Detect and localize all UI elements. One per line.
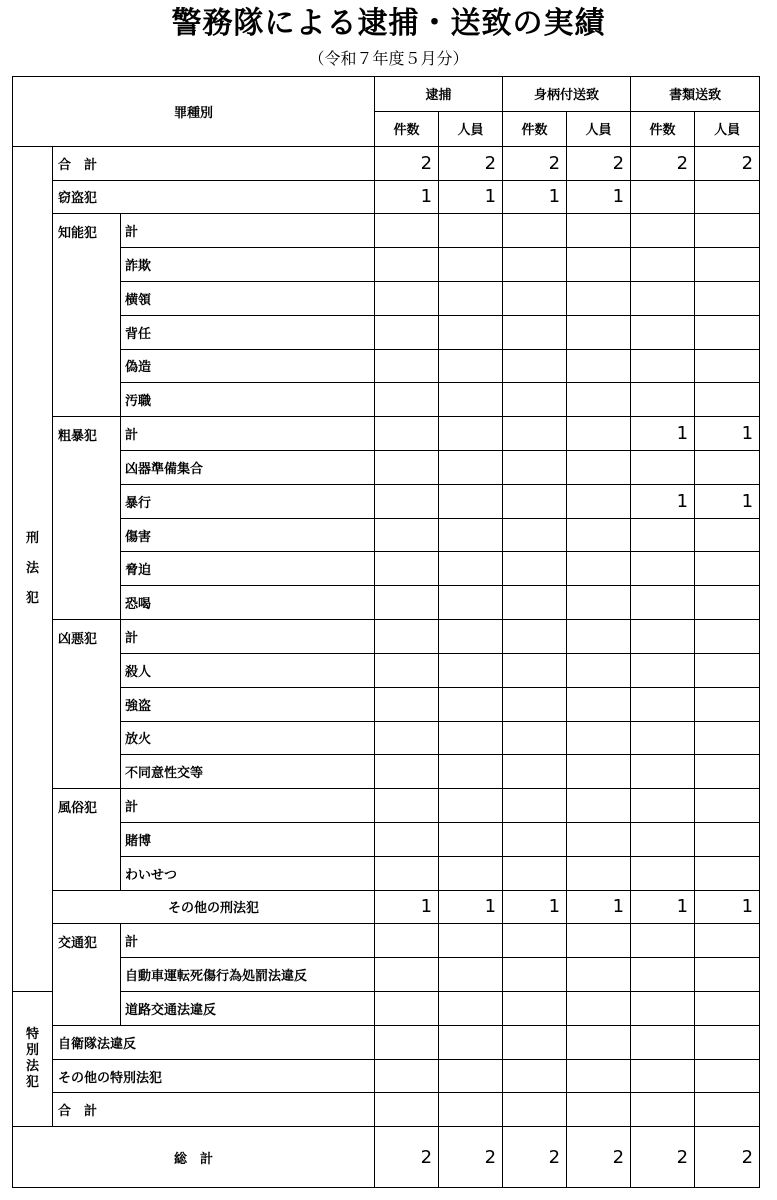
category-char: 特 [25,1027,39,1043]
value-cell [695,653,760,687]
value-cell [503,248,567,282]
value-cell [567,1093,631,1127]
table-row [13,653,760,687]
category-tokubetsu [13,992,53,1127]
crime-category: 交通犯 [53,924,121,1025]
value-cell: 1 [375,890,439,924]
value-cell [631,653,695,687]
value-cell [439,586,503,620]
value-cell [503,687,567,721]
value-cell [503,721,567,755]
value-cell [503,653,567,687]
table-row [13,1059,760,1093]
value-cell [567,383,631,417]
value-cell: 2 [439,1127,503,1188]
value-cell [503,315,567,349]
value-cell [375,721,439,755]
table-row [13,958,760,992]
value-cell [375,383,439,417]
table-row [13,1025,760,1059]
value-cell [567,281,631,315]
value-cell [567,586,631,620]
value-cell [439,958,503,992]
value-cell [375,653,439,687]
value-cell [375,417,439,451]
value-cell [439,1025,503,1059]
category-char: 犯 [25,590,39,606]
crime-subtype: 暴行 [121,484,375,518]
value-cell [695,451,760,485]
value-cell: 1 [695,890,760,924]
page-subtitle: （令和７年度５月分） [308,49,469,68]
value-cell [439,417,503,451]
value-cell [375,822,439,856]
value-cell [503,586,567,620]
value-cell [567,552,631,586]
value-cell [439,383,503,417]
value-cell [695,586,760,620]
category-char: 犯 [25,1075,39,1091]
value-cell [503,484,567,518]
value-cell [503,1059,567,1093]
value-cell: 1 [695,417,760,451]
table-row [13,451,760,485]
value-cell [631,1093,695,1127]
value-cell [567,417,631,451]
table-row [13,687,760,721]
table-row [13,180,760,214]
crime-subtype: 計 [121,417,375,451]
crime-category: 合 計 [53,1093,375,1127]
value-cell [567,518,631,552]
value-cell [503,349,567,383]
value-cell [375,315,439,349]
value-cell [567,755,631,789]
table-row [13,822,760,856]
value-cell [375,281,439,315]
crime-subtype: 汚職 [121,383,375,417]
value-cell [439,822,503,856]
value-cell [375,1059,439,1093]
value-cell [567,721,631,755]
crime-category: 風俗犯 [53,789,121,890]
value-cell [503,620,567,654]
category-char: 別 [25,1043,39,1059]
value-cell [375,992,439,1026]
sub-header: 件数 [631,111,695,146]
value-cell [439,620,503,654]
value-cell [695,383,760,417]
value-cell [567,315,631,349]
value-cell: 2 [503,146,567,180]
table-row [13,214,760,248]
value-cell [631,518,695,552]
value-cell [695,620,760,654]
table-row [13,315,760,349]
value-cell: 2 [567,1127,631,1188]
value-cell [503,958,567,992]
crime-subtype: 道路交通法違反 [121,992,375,1026]
value-cell: 1 [503,890,567,924]
value-cell [695,180,760,214]
value-cell [631,822,695,856]
value-cell [503,856,567,890]
value-cell [503,214,567,248]
value-cell [439,518,503,552]
results-table [12,76,760,1188]
value-cell [695,755,760,789]
value-cell [503,417,567,451]
table-row [13,586,760,620]
value-cell [695,856,760,890]
crime-subtype: 偽造 [121,349,375,383]
value-cell [631,281,695,315]
value-cell [439,315,503,349]
value-cell: 2 [695,1127,760,1188]
value-cell [695,924,760,958]
value-cell: 1 [439,890,503,924]
value-cell [631,1025,695,1059]
value-cell [375,552,439,586]
value-cell [503,281,567,315]
crime-subtype: 不同意性交等 [121,755,375,789]
value-cell [695,1059,760,1093]
crime-subtype: 脅迫 [121,552,375,586]
value-cell [631,451,695,485]
value-cell [375,586,439,620]
category-char: 刑 [25,530,39,546]
crime-category: その他の特別法犯 [53,1059,375,1093]
value-cell: 2 [695,146,760,180]
value-cell [567,214,631,248]
category-char: 法 [25,560,39,576]
table-row [13,789,760,823]
value-cell [439,992,503,1026]
value-cell [695,721,760,755]
value-cell [567,620,631,654]
crime-subtype: 横領 [121,281,375,315]
value-cell: 1 [631,417,695,451]
crime-category: 知能犯 [53,214,121,417]
table-row [13,992,760,1026]
page-title: 警務隊による逮捕・送致の実績 [171,6,606,41]
value-cell [375,687,439,721]
table-row [13,484,760,518]
value-cell [439,653,503,687]
value-cell [567,992,631,1026]
value-cell [695,315,760,349]
crime-subtype: 恐喝 [121,586,375,620]
group-header: 書類送致 [631,77,760,112]
value-cell [567,856,631,890]
group-header: 逮捕 [375,77,503,112]
value-cell [567,789,631,823]
value-cell [567,248,631,282]
value-cell [695,822,760,856]
value-cell: 2 [375,1127,439,1188]
crime-subtype: 詐欺 [121,248,375,282]
value-cell [567,1059,631,1093]
value-cell [567,958,631,992]
value-cell [503,383,567,417]
value-cell [375,349,439,383]
value-cell [439,248,503,282]
value-cell [439,349,503,383]
crime-subtype: わいせつ [121,856,375,890]
value-cell [567,451,631,485]
crime-category: 粗暴犯 [53,417,121,620]
crime-category: 自衛隊法違反 [53,1025,375,1059]
value-cell [439,552,503,586]
value-cell [503,552,567,586]
crime-subtype: 計 [121,789,375,823]
value-cell [439,687,503,721]
value-cell [631,620,695,654]
value-cell: 1 [567,180,631,214]
value-cell [567,822,631,856]
value-cell: 1 [567,890,631,924]
table-row [13,721,760,755]
value-cell [695,958,760,992]
value-cell [695,552,760,586]
value-cell [631,924,695,958]
value-cell: 1 [503,180,567,214]
table-row [13,349,760,383]
category-label [26,1027,39,1091]
value-cell [375,620,439,654]
category-label [26,524,39,614]
value-cell [439,721,503,755]
table-row [13,518,760,552]
grand-total-label: 総 計 [13,1127,375,1188]
value-cell [439,484,503,518]
value-cell [695,687,760,721]
value-cell [439,789,503,823]
table-row [13,146,760,180]
value-cell [375,214,439,248]
crime-subtype: 背任 [121,315,375,349]
category-keihou [13,146,53,991]
crime-subtype: 計 [121,620,375,654]
value-cell: 2 [631,1127,695,1188]
value-cell: 1 [631,484,695,518]
value-cell [631,552,695,586]
value-cell [695,281,760,315]
value-cell [567,924,631,958]
value-cell [631,755,695,789]
table-row [13,890,760,924]
value-cell [695,1093,760,1127]
table-row [13,552,760,586]
table-row [13,924,760,958]
value-cell [503,822,567,856]
crime-subtype: 傷害 [121,518,375,552]
value-cell [567,484,631,518]
value-cell: 2 [567,146,631,180]
value-cell [567,653,631,687]
table-row [13,1093,760,1127]
crime-subtype: 強盗 [121,687,375,721]
value-cell: 2 [503,1127,567,1188]
value-cell [439,856,503,890]
crime-subtype: 放火 [121,721,375,755]
value-cell [375,789,439,823]
value-cell [439,214,503,248]
value-cell [631,856,695,890]
value-cell [631,586,695,620]
sub-header: 人員 [439,111,503,146]
category-char: 法 [25,1059,39,1075]
crime-category: 窃盗犯 [53,180,375,214]
grand-total-row [13,1127,760,1188]
value-cell [503,924,567,958]
value-cell [375,958,439,992]
value-cell [439,755,503,789]
value-cell [375,924,439,958]
value-cell [503,992,567,1026]
crime-subtype: 殺人 [121,653,375,687]
table-row [13,417,760,451]
value-cell [375,1093,439,1127]
value-cell [695,1025,760,1059]
value-cell [503,451,567,485]
value-cell [439,281,503,315]
value-cell: 2 [631,146,695,180]
value-cell: 2 [375,146,439,180]
crime-category: 凶悪犯 [53,620,121,789]
value-cell [503,1025,567,1059]
value-cell [503,755,567,789]
value-cell [695,518,760,552]
value-cell: 1 [631,890,695,924]
value-cell [631,248,695,282]
value-cell: 1 [695,484,760,518]
value-cell [375,1025,439,1059]
crime-category: 合 計 [53,146,375,180]
value-cell [631,315,695,349]
value-cell [631,349,695,383]
sub-header: 件数 [375,111,439,146]
group-header: 身柄付送致 [503,77,631,112]
value-cell: 1 [439,180,503,214]
value-cell [439,924,503,958]
value-cell [631,214,695,248]
table-row [13,248,760,282]
value-cell [631,992,695,1026]
value-cell [695,248,760,282]
value-cell [631,1059,695,1093]
table-row [13,620,760,654]
value-cell [375,856,439,890]
sub-header: 人員 [567,111,631,146]
crime-subtype: 賭博 [121,822,375,856]
crime-type-header: 罪種別 [13,77,375,147]
value-cell [375,484,439,518]
value-cell [503,518,567,552]
header-row [13,77,760,112]
value-cell [631,180,695,214]
crime-subtype: 計 [121,214,375,248]
value-cell [695,349,760,383]
value-cell [631,383,695,417]
value-cell [695,992,760,1026]
value-cell [439,451,503,485]
value-cell [375,755,439,789]
value-cell [375,518,439,552]
value-cell [631,958,695,992]
table-row [13,755,760,789]
value-cell [631,687,695,721]
sub-header: 件数 [503,111,567,146]
crime-subtype: 自動車運転死傷行為処罰法違反 [121,958,375,992]
value-cell [695,214,760,248]
table-row [13,383,760,417]
value-cell [439,1093,503,1127]
crime-category: その他の刑法犯 [53,890,375,924]
value-cell [567,1025,631,1059]
value-cell [375,451,439,485]
value-cell [631,721,695,755]
value-cell: 1 [375,180,439,214]
value-cell [375,248,439,282]
value-cell: 2 [439,146,503,180]
crime-subtype: 計 [121,924,375,958]
value-cell [567,349,631,383]
value-cell [695,789,760,823]
table-row [13,856,760,890]
value-cell [631,789,695,823]
table-row [13,281,760,315]
value-cell [567,687,631,721]
value-cell [503,1093,567,1127]
sub-header: 人員 [695,111,760,146]
value-cell [503,789,567,823]
value-cell [439,1059,503,1093]
crime-subtype: 凶器準備集合 [121,451,375,485]
